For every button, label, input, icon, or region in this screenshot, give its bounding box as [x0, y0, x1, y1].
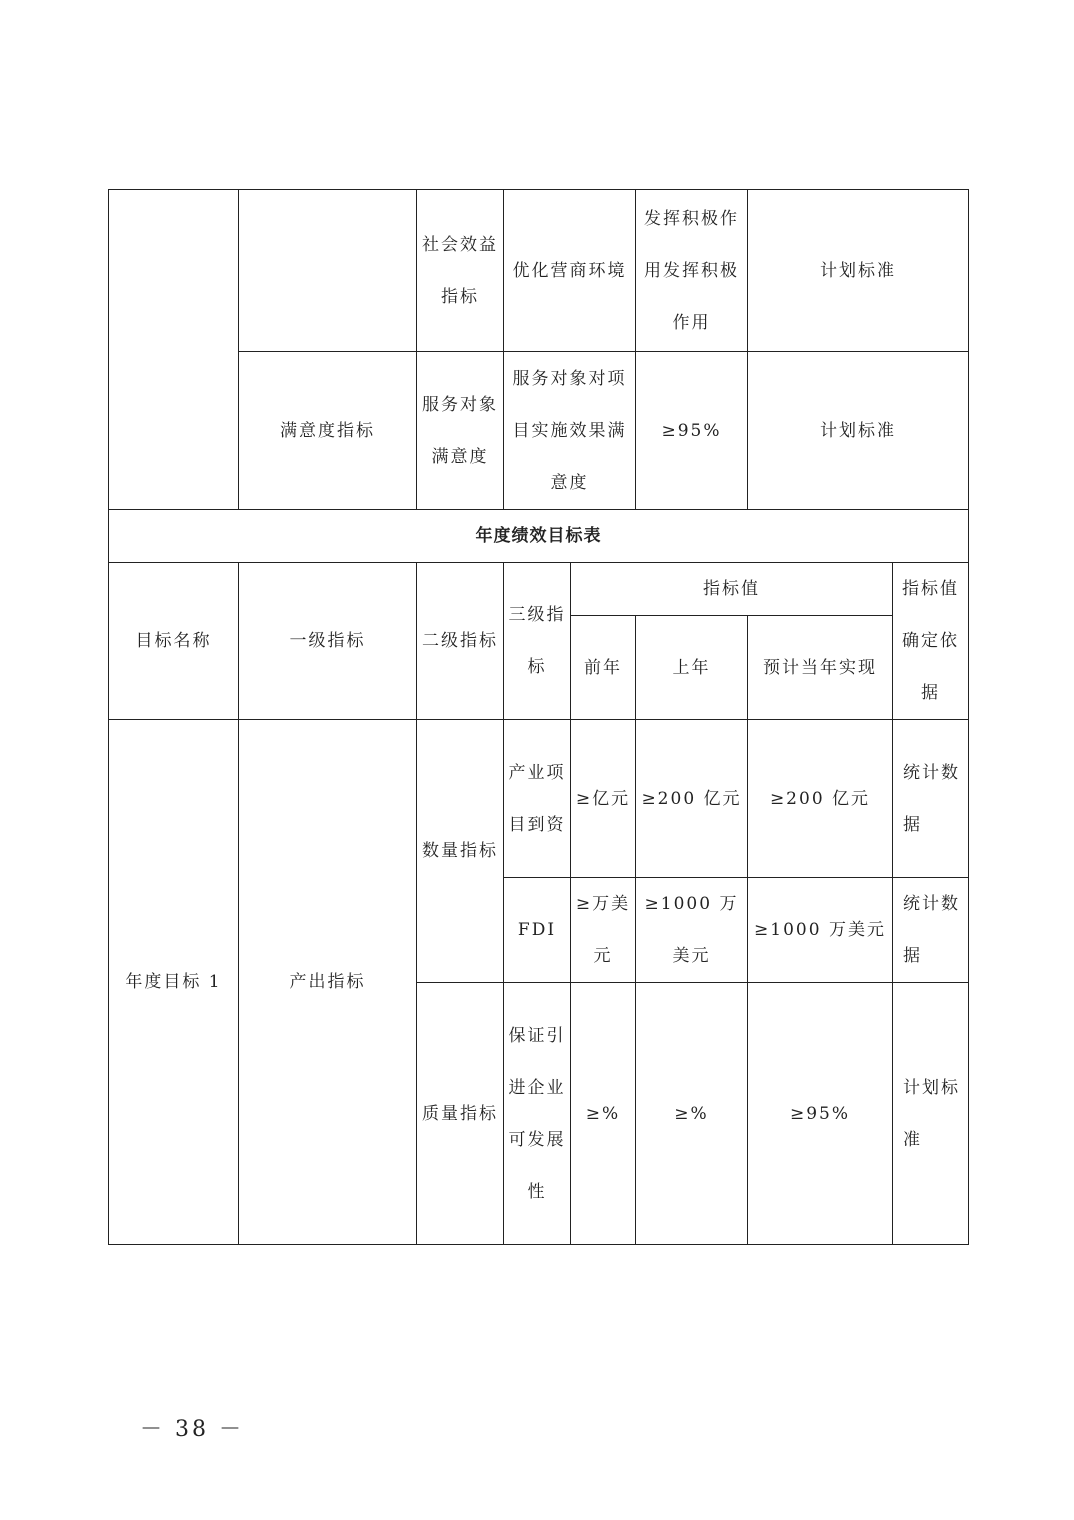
fdi-last: ≥1000 万美元 — [636, 878, 748, 983]
header-basis: 指标值确定依据 — [893, 563, 969, 720]
social-level2: 社会效益指标 — [417, 190, 504, 352]
fdi-basis: 统计数据 — [893, 878, 969, 983]
header-last-year: 上年 — [636, 616, 748, 720]
quantity-prev: ≥亿元 — [571, 720, 636, 878]
header-level3: 三级指标 — [504, 563, 571, 720]
fdi-expected: ≥1000 万美元 — [748, 878, 893, 983]
quality-level2: 质量指标 — [417, 983, 504, 1245]
header-row-1 — [109, 563, 969, 616]
social-level3: 优化营商环境 — [504, 190, 636, 352]
table-title: 年度绩效目标表 — [109, 510, 969, 563]
quality-prev: ≥% — [571, 983, 636, 1245]
social-benefit-row — [109, 190, 969, 352]
social-basis: 计划标准 — [748, 190, 969, 352]
quality-last: ≥% — [636, 983, 748, 1245]
quantity-last: ≥200 亿元 — [636, 720, 748, 878]
goal-level1: 产出指标 — [239, 720, 417, 1245]
satisfaction-level2: 服务对象满意度 — [417, 352, 504, 510]
empty-cell — [239, 190, 417, 352]
quantity-expected: ≥200 亿元 — [748, 720, 893, 878]
header-level2: 二级指标 — [417, 563, 504, 720]
table-title-row — [109, 510, 969, 563]
quantity-basis: 统计数据 — [893, 720, 969, 878]
satisfaction-level3: 服务对象对项目实施效果满意度 — [504, 352, 636, 510]
header-target-name: 目标名称 — [109, 563, 239, 720]
goal-name: 年度目标 1 — [109, 720, 239, 1245]
quality-basis: 计划标准 — [893, 983, 969, 1245]
social-value: 发挥积极作用发挥积极作用 — [636, 190, 748, 352]
header-expected: 预计当年实现 — [748, 616, 893, 720]
performance-table — [108, 189, 969, 1245]
table-row — [109, 720, 969, 878]
performance-table-page — [108, 189, 968, 1245]
page-number: － 38 － — [140, 1417, 244, 1442]
quality-expected: ≥95% — [748, 983, 893, 1245]
quantity-level2: 数量指标 — [417, 720, 504, 983]
satisfaction-value: ≥95% — [636, 352, 748, 510]
fdi-level3: FDI — [504, 878, 571, 983]
empty-cell — [109, 190, 239, 510]
satisfaction-level1: 满意度指标 — [239, 352, 417, 510]
quantity-level3: 产业项目到资 — [504, 720, 571, 878]
satisfaction-basis: 计划标准 — [748, 352, 969, 510]
fdi-prev: ≥万美元 — [571, 878, 636, 983]
quality-level3: 保证引进企业可发展性 — [504, 983, 571, 1245]
header-prev-year: 前年 — [571, 616, 636, 720]
header-indicator-value: 指标值 — [571, 563, 893, 616]
header-level1: 一级指标 — [239, 563, 417, 720]
